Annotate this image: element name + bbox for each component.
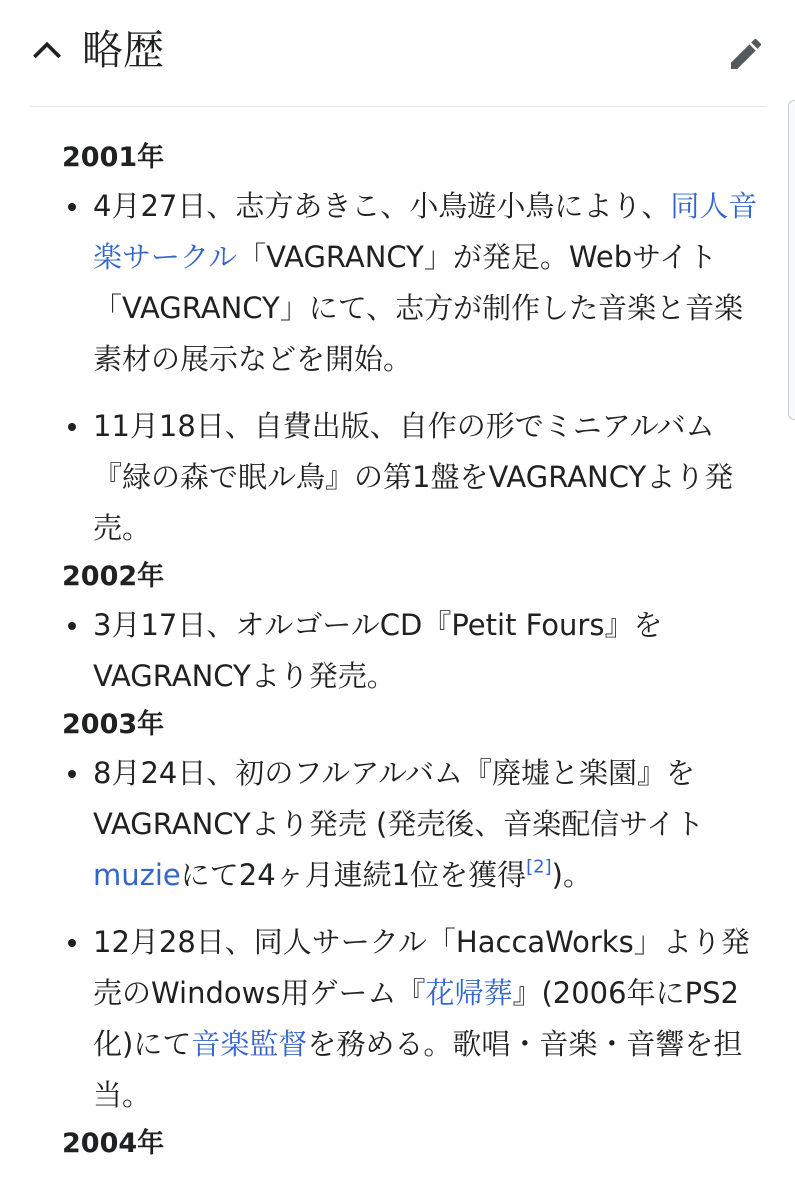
- event-list: [62, 748, 762, 1121]
- event-text: 』(2006年にPS2化)にて: [93, 976, 739, 1061]
- event-list: [62, 181, 762, 554]
- reference-link[interactable]: [2]: [526, 856, 552, 878]
- event-text: 3月17日、オルゴールCD『Petit Fours』をVAGRANCYより発売。: [93, 608, 663, 693]
- list-item: [62, 600, 762, 702]
- link-doujin-music-circle[interactable]: 同人音楽サークル: [93, 189, 758, 274]
- history-content: [62, 135, 762, 1167]
- event-text: にて24ヶ月連続1位を獲得: [180, 858, 527, 892]
- pencil-icon[interactable]: [726, 34, 766, 74]
- list-item: [62, 181, 762, 385]
- event-list: [62, 600, 762, 702]
- year-heading: 2002年: [62, 561, 165, 592]
- event-text: 11月18日、自費出版、自作の形でミニアルバム『緑の森で眠ル鳥』の第1盤をVAGRANCYより発売。: [93, 409, 734, 545]
- event-text: 「VAGRANCY」が発足。Webサイト「VAGRANCY」にて、志方が制作した音楽と音楽素材の展示などを開始。: [93, 240, 744, 376]
- event-text: を務める。歌唱・音楽・音響を担当。: [93, 1027, 743, 1112]
- link-hanakisou[interactable]: 花帰葬: [425, 976, 513, 1010]
- year-heading: 2004年: [62, 1128, 165, 1159]
- link-music-director[interactable]: 音楽監督: [191, 1027, 308, 1061]
- event-text: 8月24日、初のフルアルバム『廃墟と楽園』をVAGRANCYより発売 (発売後、音楽配信サイト: [93, 756, 705, 841]
- event-text: 4月27日、志方あきこ、小鳥遊小鳥により、: [93, 189, 671, 223]
- event-text: )。: [551, 858, 592, 892]
- year-heading: 2003年: [62, 709, 165, 740]
- list-item: [62, 748, 762, 901]
- list-item: [62, 917, 762, 1121]
- scrollbar-handle[interactable]: [788, 100, 795, 420]
- section-header[interactable]: [30, 0, 766, 107]
- chevron-up-icon[interactable]: [30, 33, 64, 67]
- event-text: 12月28日、同人サークル「HaccaWorks」より発売のWindows用ゲーム『: [93, 925, 750, 1010]
- year-heading: 2001年: [62, 142, 165, 173]
- section-title: 略歴: [82, 26, 164, 74]
- list-item: [62, 401, 762, 554]
- link-muzie[interactable]: muzie: [93, 858, 181, 892]
